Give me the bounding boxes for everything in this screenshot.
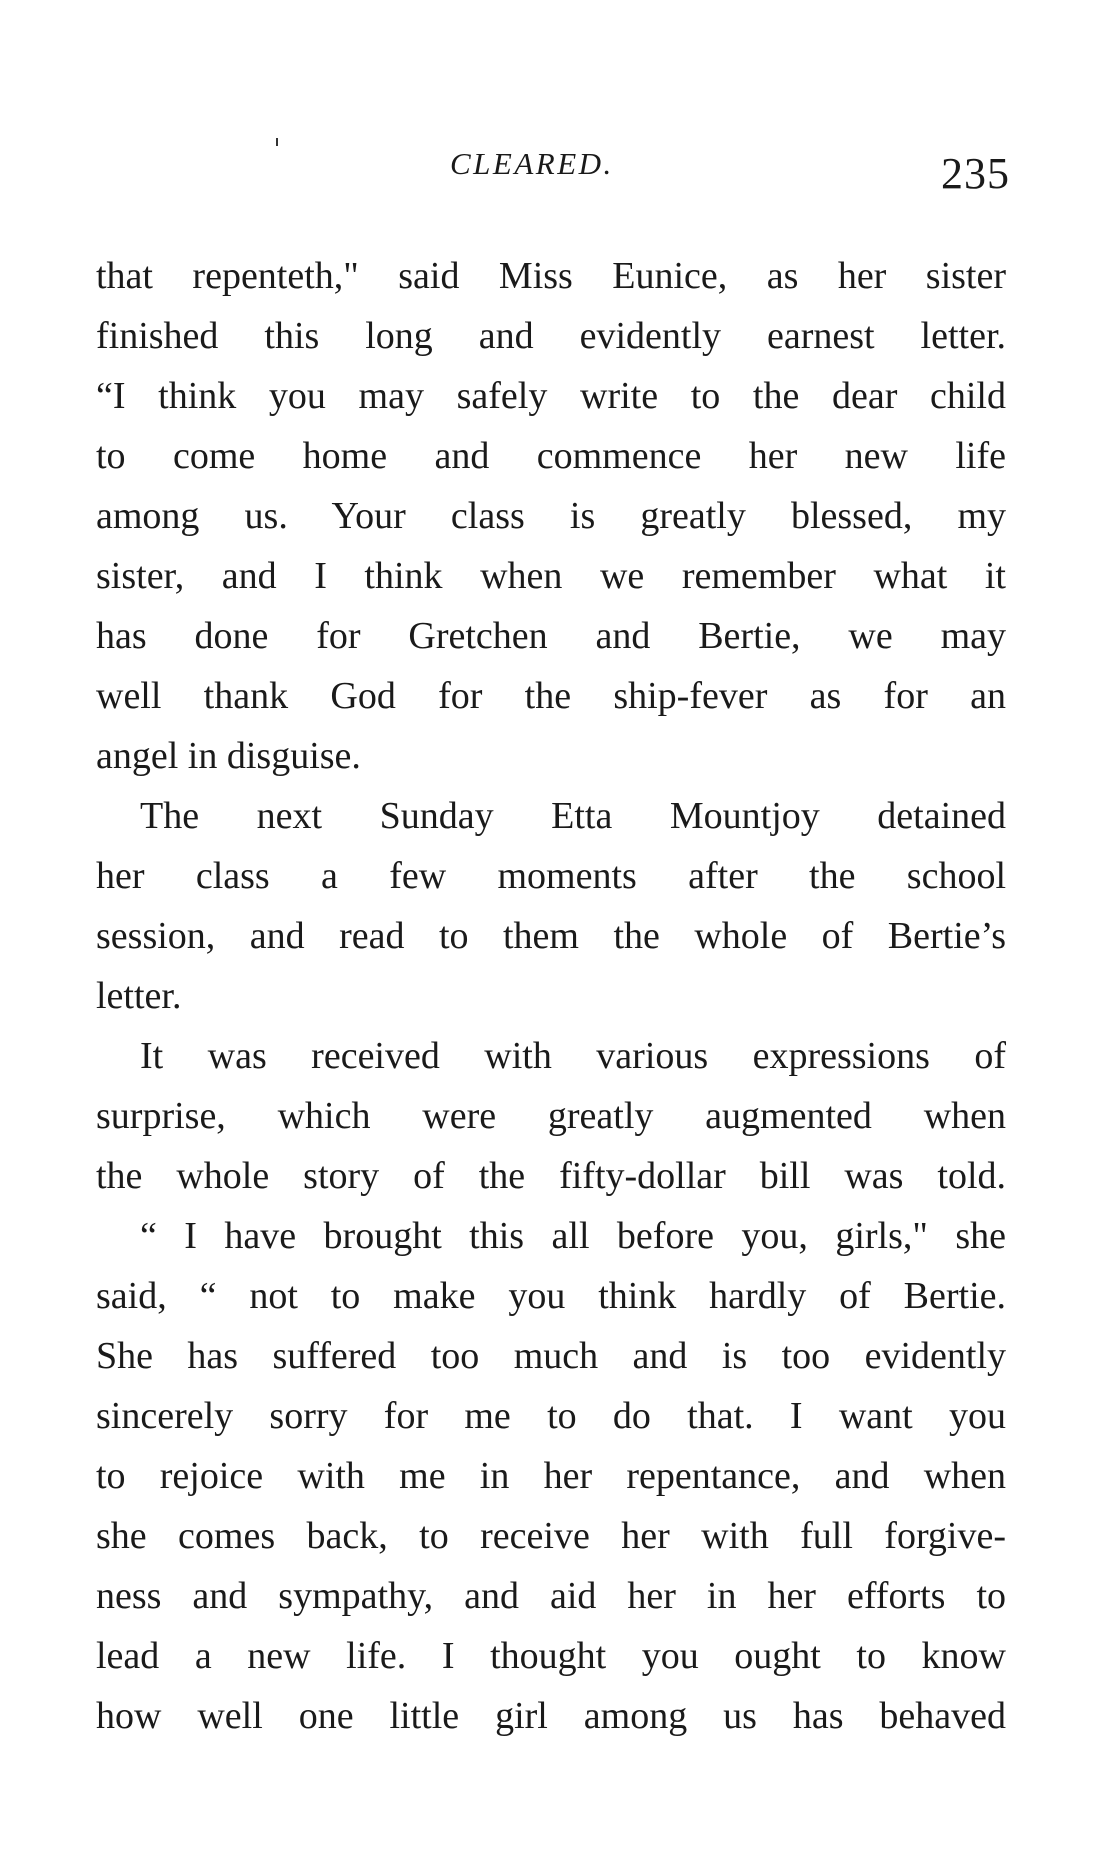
text-line: finished this long and evidently earnest letter. [96,315,1006,357]
text-line: that repenteth," said Miss Eunice, as her sister [96,255,1006,297]
page-number: 235 [941,149,1010,198]
running-header-title: CLEARED. [450,146,614,181]
text-line: “ I have brought this all before you, girls," she [140,1215,1006,1257]
print-speck [276,138,278,146]
text-line: letter. [96,975,182,1017]
text-line: to rejoice with me in her repentance, and when [96,1455,1006,1497]
text-line: well thank God for the ship-fever as for an [96,675,1006,717]
text-line: surprise, which were greatly augmented when [96,1095,1006,1137]
text-line: It was received with various expressions of [140,1035,1006,1077]
text-line: said, “ not to make you think hardly of Bertie. [96,1275,1006,1317]
text-line: The next Sunday Etta Mountjoy detained [140,795,1006,837]
text-line: sincerely sorry for me to do that. I want you [96,1395,1006,1437]
text-line: the whole story of the fifty-dollar bill was told. [96,1155,1006,1197]
text-line: how well one little girl among us has behaved [96,1695,1006,1737]
text-line: ness and sympathy, and aid her in her efforts to [96,1575,1006,1617]
text-line: sister, and I think when we remember what it [96,555,1006,597]
text-line: She has suffered too much and is too evidently [96,1335,1006,1377]
text-line: lead a new life. I thought you ought to know [96,1635,1006,1677]
text-line: session, and read to them the whole of Bertie’s [96,915,1006,957]
text-line: among us. Your class is greatly blessed, my [96,495,1006,537]
text-line: she comes back, to receive her with full forgive- [96,1515,1006,1557]
text-line: to come home and commence her new life [96,435,1006,477]
text-line: her class a few moments after the school [96,855,1006,897]
text-line: has done for Gretchen and Bertie, we may [96,615,1006,657]
text-line: angel in disguise. [96,735,361,777]
text-line: “I think you may safely write to the dear child [96,375,1006,417]
